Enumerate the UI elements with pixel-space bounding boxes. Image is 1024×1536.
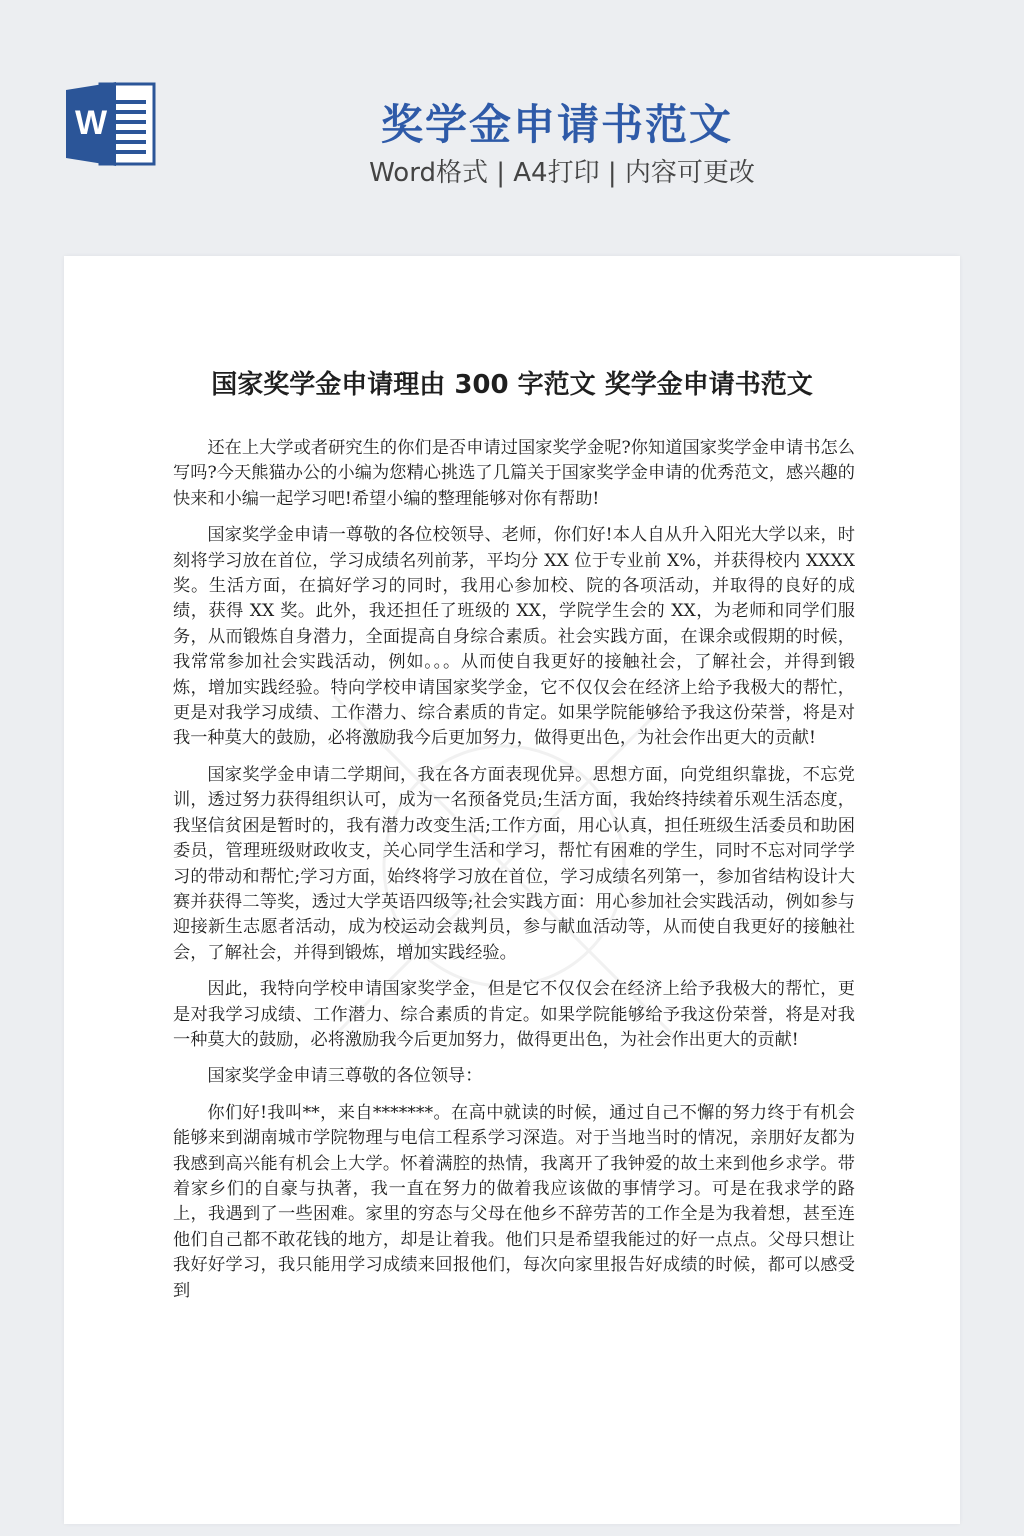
document-paragraph: 还在上大学或者研究生的你们是否申请过国家奖学金呢?你知道国家奖学金申请书怎么写吗?今天熊猫办公的小编为您精心挑选了几篇关于国家奖学金申请的优秀范文，感兴趣的快来和小编一起学习吧!希望小编的整理能够对你有帮助! (173, 438, 855, 509)
document-page (64, 256, 960, 1524)
document-body (173, 436, 855, 1315)
document-paragraph: 你们好!我叫**，来自*******。在高中就读的时候，通过自己不懈的努力终于有机会能够来到湖南城市学院物理与电信工程系学习深造。对于当地当时的情况，亲朋好友都为我感到高兴能有机会上大学。怀着满腔的热情，我离开了我钟爱的故土来到他乡求学。带着家乡们的自豪与执著，我一直在努力的做着我应该做的事情学习。可是在我求学的路上，我遇到了一些困难。家里的穷态与父母在他乡不辞劳苦的工作全是为我着想，甚至连他们自己都不敢花钱的地方，却是让着我。他们只是希望我能过的好一点点。父母只想让我好好学习，我只能用学习成绩来回报他们，每次向家里报告好成绩的时候，都可以感受到 (173, 1102, 855, 1301)
page-title: 奖学金申请书范文 (380, 100, 733, 149)
word-icon-letter: W (74, 104, 108, 142)
document-paragraph: 因此，我特向学校申请国家奖学金，但是它不仅仅会在经济上给予我极大的帮忙，更是对我学习成绩、工作潜力、综合素质的肯定。如果学院能够给予我这份荣誉，将是对我一种莫大的鼓励，必将激励我今后更加努力，做得更出色，为社会作出更大的贡献! (173, 979, 855, 1050)
document-title: 国家奖学金申请理由 300 字范文 奖学金申请书范文 (211, 370, 813, 400)
page-subtitle: Word格式 | A4打印 | 内容可更改 (369, 158, 755, 188)
document-paragraph: 国家奖学金申请二学期间，我在各方面表现优异。思想方面，向党组织靠拢，不忘党训，透过努力获得组织认可，成为一名预备党员;生活方面，我始终持续着乐观生活态度，我坚信贫困是暂时的，我有潜力改变生活;工作方面，用心认真，担任班级生活委员和助困委员，管理班级财政收支，关心同学生活和学习，帮忙有困难的学生，同时不忘对同学学习的带动和帮忙;学习方面，始终将学习放在首位，学习成绩名列第一，参加省结构设计大赛并获得二等奖，透过大学英语四级等;社会实践方面：用心参加社会实践活动，例如参与迎接新生志愿者活动，成为校运动会裁判员，参与献血活动等，从而使自我更好的接触社会，了解社会，并得到锻炼，增加实践经验。 (173, 764, 855, 963)
document-paragraph: 国家奖学金申请三尊敬的各位领导： (207, 1066, 483, 1087)
document-paragraph: 国家奖学金申请一尊敬的各位校领导、老师，你们好!本人自从升入阳光大学以来，时刻将学习放在首位，学习成绩名列前茅，平均分 XX 位于专业前 X%，并获得校内 XXXX 奖。生活方面，在搞好学习的同时，我用心参加校、院的各项活动，并取得的良好的成绩，获得 XX 奖。此外，我还担任了班级的 XX，学院学生会的 XX，为老师和同学们服务，从而锻炼自身潜力，全面提高自身综合素质。社会实践方面，在课余或假期的时候，我常常参加社会实践活动，例如。。。从而使自我更好的接触社会，了解社会，并得到锻炼，增加实践经验。特向学校申请国家奖学金，它不仅仅会在经济上给予我极大的帮忙，更是对我学习成绩、工作潜力、综合素质的肯定。如果学院能够给予我这份荣誉，将是对我一种莫大的鼓励，必将激励我今后更加努力，做得更出色，为社会作出更大的贡献! (173, 525, 855, 749)
